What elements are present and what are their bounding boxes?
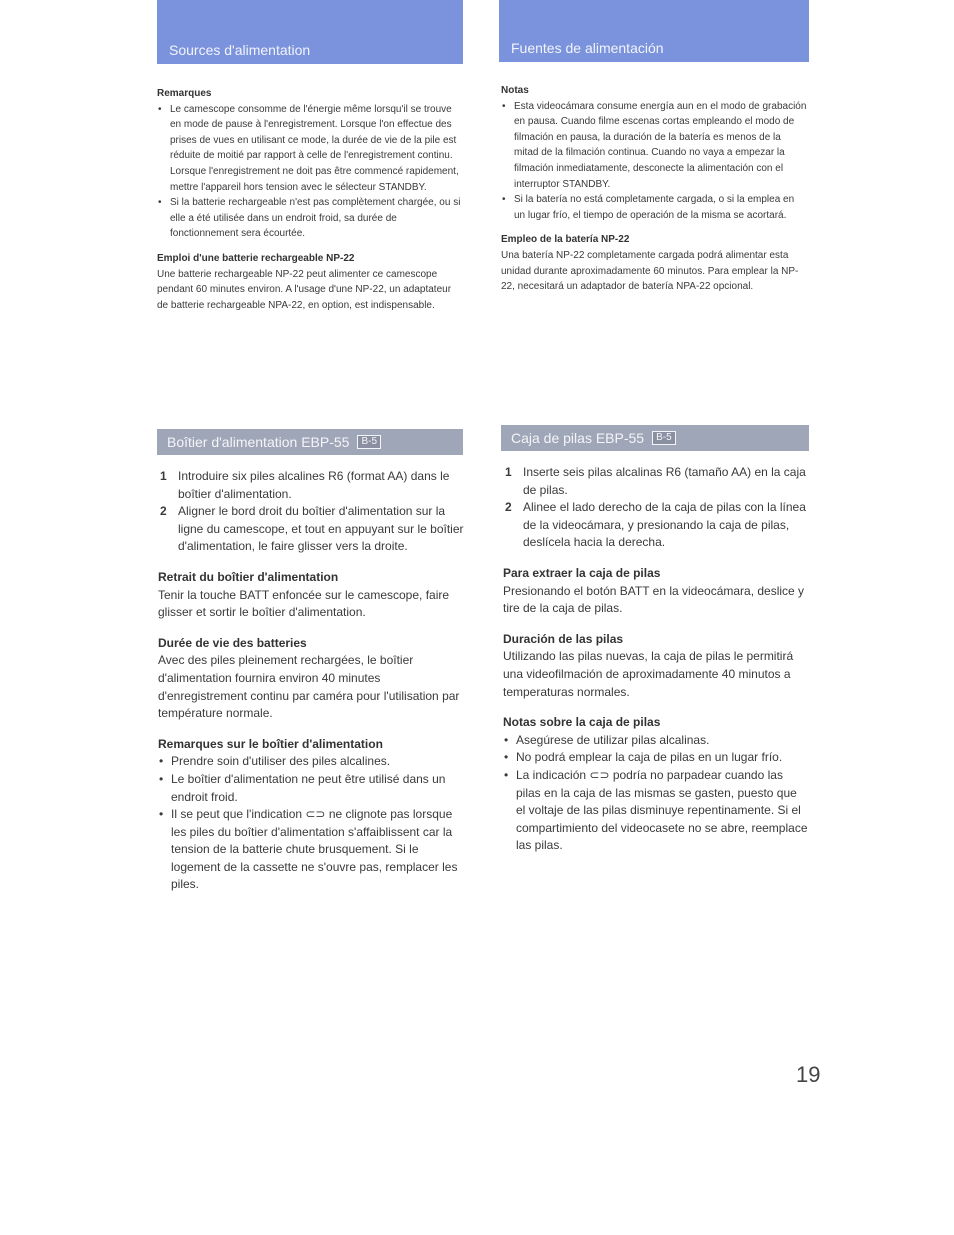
step-item [158, 468, 464, 503]
list-item: • La indicación ⊂⊃ podría no parpadear cuando las pilas en la caja de las mismas se gasten, puesto que el voltaje de las pilas disminuye repentinamente. Si el compartimiento del videocasete no se abre, reemplace las pilas. [503, 767, 809, 855]
steps-list-fr [158, 468, 464, 556]
empleo-heading: Empleo de la batería NP-22 [501, 234, 630, 246]
step-text: Alinee el lado derecho de la caja de pilas con la línea de la videocámara, y presionando la caja de pilas, deslícela hacia la derecha. [523, 500, 806, 550]
duracion-heading: Duración de las pilas [503, 631, 624, 646]
extraer-heading: Para extraer la caja de pilas [503, 565, 661, 580]
list-item: • Le camescope consomme de l'énergie même lorsqu'il se trouve en mode de pause à l'enregistrement. Lorsque l'on effectue des prises de vues en utilisant ce mode, la durée de vie de la pile est réduite de moitié par rapport à celle de l'enregistrement continu. Lorsque l'enregistrement ne doit pas être commencé rapidement, mettre l'appareil hors tension avec le sélecteur STANDBY. [157, 102, 461, 196]
duracion-text: Utilizando las pilas nuevas, la caja de pilas le permitirá una videofilmación de aproximadamente 40 minutos a temperaturas normales. [503, 649, 794, 699]
extraer-text: Presionando el botón BATT en la videocámara, deslice y tire de la caja de pilas. [503, 583, 805, 616]
es-top-column [501, 83, 807, 295]
emploi-heading: Emploi d'une batterie rechargeable NP-22 [157, 252, 355, 264]
notas-heading: Notas [501, 85, 529, 96]
step-item [158, 503, 464, 556]
list-item: • Asegúrese de utilizar pilas alcalinas. [503, 732, 809, 750]
es-bottom-column [503, 464, 809, 855]
emploi-text: Une batterie rechargeable NP-22 peut alimenter ce camescope pendant 60 minutes environ. A l'usage d'une NP-22, un adaptateur de batterie rechargeable NPA-22, en option, est indispensable. [157, 268, 452, 311]
model-badge: B-5 [652, 431, 676, 445]
section-banner-fr [157, 0, 463, 64]
section-title-es: Fuentes de alimentación [511, 40, 664, 56]
remarques2-heading: Remarques sur le boîtier d'alimentation [158, 736, 383, 751]
duree-heading: Durée de vie des batteries [158, 635, 307, 650]
model-badge: B-5 [357, 435, 381, 449]
step-number: 2 [505, 500, 512, 515]
battery-case-bar-fr [157, 429, 463, 455]
section-banner-es [499, 0, 809, 62]
step-number: 2 [160, 504, 167, 519]
list-item: • Esta videocámara consume energía aun en el modo de grabación en pausa. Cuando filme escenas cortas empleando el modo de filmación en pausa, la duración de la batería es menos de la mitad de la filmación continua. Cuando no vaya a empezar la filmación inmediatamente, desconecte la alimentación con el interruptor STANDBY. [501, 99, 807, 193]
retrait-heading: Retrait du boîtier d'alimentation [158, 569, 339, 584]
notas2-heading: Notas sobre la caja de pilas [503, 715, 661, 730]
step-number: 1 [505, 465, 512, 479]
list-item: • Si la batería no está completamente cargada, o si la emplea en un lugar frío, el tiempo de operación de la misma se acortará. [501, 192, 807, 223]
notas-list [501, 99, 807, 224]
page-number: 19 [796, 1062, 821, 1087]
steps-list-es [503, 464, 809, 552]
battery-case-title-es: Caja de pilas EBP-55 [511, 430, 645, 446]
remarques-list [157, 102, 461, 242]
step-text: Introduire six piles alcalines R6 (format AA) dans le boîtier d'alimentation. [178, 469, 450, 501]
list-item: • Le boîtier d'alimentation ne peut être utilisé dans un endroit froid. [158, 771, 464, 806]
list-item: • Si la batterie rechargeable n'est pas complètement chargée, ou si elle a été utilisée dans un endroit froid, sa durée de fonctionnement sera écourtée. [157, 195, 461, 242]
empleo-text: Una batería NP-22 completamente cargada podrá alimentar esta unidad durante aproximadamente 60 minutos. Para emplear la NP-22, necesitará un adaptador de batería NPA-22 opcional. [501, 249, 799, 293]
step-item [503, 464, 809, 499]
step-text: Aligner le bord droit du boîtier d'alimentation sur la ligne du camescope, et tout en appuyant sur le boîtier d'alimentation, le faire glisser vers la droite. [178, 504, 464, 554]
notas2-list [503, 732, 809, 855]
remarques-heading: Remarques [157, 88, 212, 99]
section-title-fr: Sources d'alimentation [169, 42, 311, 58]
list-item: • No podrá emplear la caja de pilas en un lugar frío. [503, 749, 809, 767]
fr-top-column [157, 86, 461, 313]
step-text: Inserte seis pilas alcalinas R6 (tamaño AA) en la caja de pilas. [523, 465, 806, 497]
step-number: 1 [160, 469, 167, 483]
list-item: • Il se peut que l'indication ⊂⊃ ne clignote pas lorsque les piles du boîtier d'alimentation s'affaiblissent car la tension de la batterie chute brusquement. Si le logement de la cassette ne s'ouvre pas, remplacer les piles. [158, 806, 464, 894]
list-item: • Prendre soin d'utiliser des piles alcalines. [158, 753, 464, 771]
duree-text: Avec des piles pleinement rechargées, le boîtier d'alimentation fournira environ 40 minutes d'enregistrement continu par caméra pour l'utilisation par température normale. [158, 653, 460, 721]
fr-bottom-column [158, 468, 464, 894]
step-item [503, 499, 809, 552]
battery-case-title-fr: Boîtier d'alimentation EBP-55 [167, 434, 350, 450]
retrait-text: Tenir la touche BATT enfoncée sur le camescope, faire glisser et sortir le boîtier d'alimentation. [158, 587, 450, 620]
remarques2-list [158, 753, 464, 894]
battery-case-bar-es [501, 425, 809, 451]
